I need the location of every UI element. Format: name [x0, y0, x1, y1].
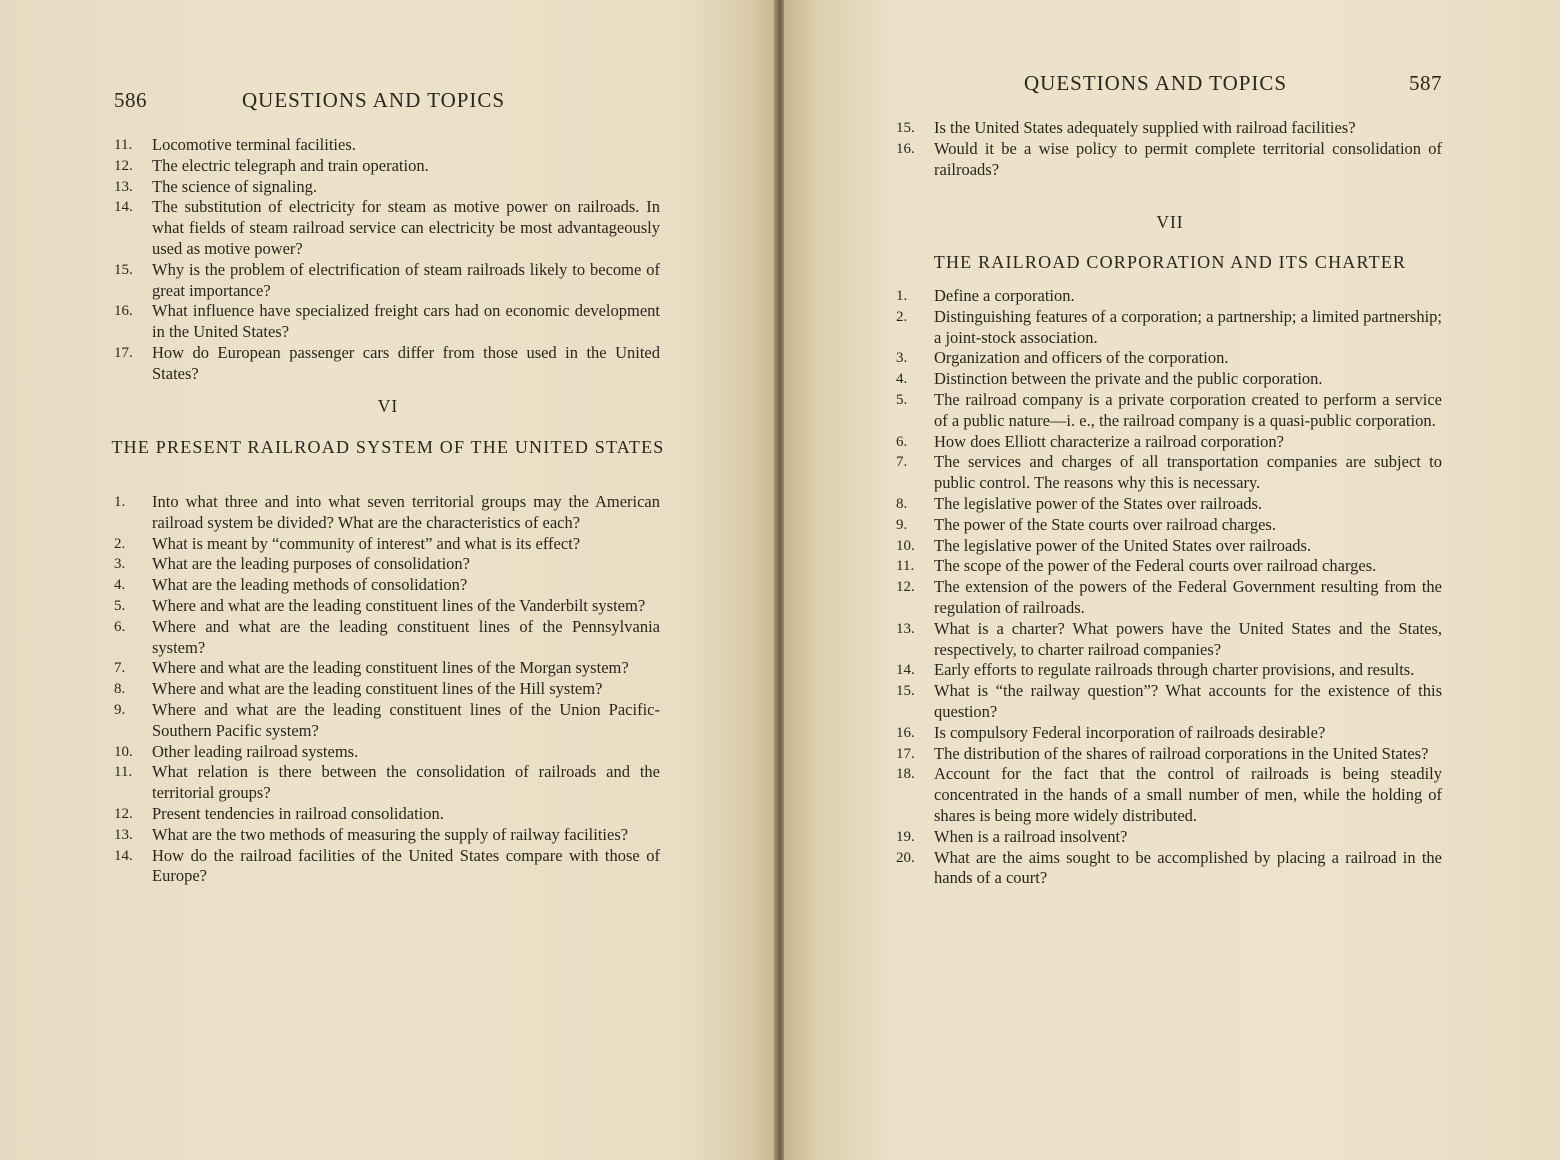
item-number: 12.	[114, 805, 133, 822]
left-page	[0, 0, 776, 1160]
item-text: What are the aims sought to be accomplished by placing a railroad in the hands of a court?	[934, 847, 1442, 888]
list-item	[896, 390, 1444, 432]
running-head: QUESTIONS AND TOPICS	[242, 88, 506, 112]
list-item	[114, 617, 662, 659]
item-number: 17.	[114, 344, 133, 361]
item-text: The power of the State courts over railroad charges.	[934, 514, 1276, 534]
item-number: 8.	[114, 681, 126, 698]
item-text: What is “the railway question”? What accounts for the existence of this question?	[934, 681, 1442, 721]
list-item	[896, 348, 1444, 369]
list-item	[896, 660, 1444, 681]
list-item	[896, 432, 1444, 453]
item-number: 16.	[114, 303, 133, 320]
list-item	[114, 554, 662, 575]
item-number: 4.	[896, 371, 908, 388]
list-item	[114, 343, 662, 385]
item-number: 13.	[114, 826, 133, 843]
list-item	[114, 700, 662, 742]
list-item	[114, 260, 662, 302]
list-item	[114, 301, 662, 343]
item-text: The distribution of the shares of railroad corporations in the United States?	[934, 743, 1429, 763]
page-number: 587	[1409, 71, 1442, 95]
list-item	[896, 494, 1444, 515]
item-text: The scope of the power of the Federal courts over railroad charges.	[934, 556, 1377, 576]
item-text: Locomotive terminal facilities.	[152, 135, 356, 154]
item-text: What is meant by “community of interest” and what is its effect?	[152, 533, 581, 553]
item-number: 20.	[896, 849, 915, 866]
section-title: THE RAILROAD CORPORATION AND ITS CHARTER	[933, 252, 1407, 272]
list-item	[114, 177, 662, 198]
item-number: 14.	[896, 662, 915, 679]
item-text: The legislative power of the United States over railroads.	[934, 535, 1312, 555]
item-number: 12.	[896, 579, 915, 596]
question-list	[114, 492, 662, 887]
item-text: The legislative power of the States over railroads.	[934, 493, 1263, 513]
item-text: The substitution of electricity for steam as motive power on railroads. In what fields of steam railroad service can electricity be most advantageously used as motive power?	[152, 197, 660, 258]
item-number: 11.	[114, 764, 133, 781]
list-item	[896, 764, 1444, 826]
list-item	[114, 156, 662, 177]
section-numeral: VII	[1156, 212, 1184, 232]
item-text: Present tendencies in railroad consolidation.	[152, 803, 444, 823]
list-item	[896, 369, 1444, 390]
item-text: The science of signaling.	[152, 176, 317, 196]
item-text: The electric telegraph and train operation.	[152, 155, 429, 175]
item-number: 11.	[114, 137, 133, 153]
list-item	[896, 681, 1444, 723]
item-number: 11.	[896, 558, 915, 575]
item-text: When is a railroad insolvent?	[934, 826, 1128, 846]
item-text: Distinction between the private and the public corporation.	[934, 369, 1323, 389]
item-number: 14.	[114, 847, 133, 864]
section-title: THE PRESENT RAILROAD SYSTEM OF THE UNITED STATES	[111, 437, 665, 457]
list-item	[896, 452, 1444, 494]
list-item	[896, 307, 1444, 349]
item-text: What relation is there between the consolidation of railroads and the territorial groups?	[152, 762, 660, 803]
list-item	[114, 804, 662, 825]
item-number: 2.	[114, 535, 126, 552]
item-text: What influence have specialized freight cars had on economic development in the United States?	[152, 301, 660, 342]
item-number: 13.	[114, 178, 133, 195]
item-text: What are the two methods of measuring the supply of railway facilities?	[152, 824, 629, 844]
list-item	[114, 762, 662, 804]
item-number: 18.	[896, 766, 915, 783]
item-number: 2.	[896, 308, 908, 325]
item-text: The services and charges of all transportation companies are subject to public control. The reasons why this is necessary.	[934, 452, 1442, 493]
item-text: What are the leading methods of consolidation?	[152, 575, 468, 595]
item-number: 7.	[896, 454, 908, 471]
item-number: 12.	[114, 157, 133, 174]
page-number: 586	[114, 88, 147, 112]
item-text: Organization and officers of the corporation.	[934, 348, 1229, 368]
list-item	[896, 536, 1444, 557]
item-text: The extension of the powers of the Federal Government resulting from the regulation of railroads.	[934, 577, 1442, 617]
item-text: Would it be a wise policy to permit complete territorial consolidation of railroads?	[934, 138, 1442, 179]
item-text: Is the United States adequately supplied with railroad facilities?	[934, 118, 1356, 137]
item-number: 6.	[896, 433, 908, 450]
list-item	[896, 577, 1444, 619]
question-list	[896, 286, 1444, 889]
item-number: 9.	[114, 701, 126, 718]
list-item	[114, 575, 662, 596]
item-text: Why is the problem of electrification of steam railroads likely to become of great importance?	[152, 259, 660, 300]
item-text: How does Elliott characterize a railroad corporation?	[934, 431, 1285, 451]
item-number: 9.	[896, 516, 908, 533]
item-text: What are the leading purposes of consolidation?	[152, 554, 470, 574]
item-number: 15.	[896, 683, 915, 700]
item-number: 3.	[896, 350, 908, 367]
question-list	[896, 118, 1444, 180]
item-text: Where and what are the leading constituent lines of the Morgan system?	[152, 658, 629, 678]
list-item	[896, 619, 1444, 661]
item-text: Where and what are the leading constituent lines of the Hill system?	[152, 679, 603, 699]
item-text: Where and what are the leading constituent lines of the Union Pacific-Southern Pacific system?	[152, 699, 660, 740]
item-number: 15.	[114, 261, 133, 278]
item-text: How do the railroad facilities of the United States compare with those of Europe?	[152, 845, 660, 886]
running-head: QUESTIONS AND TOPICS	[1024, 71, 1288, 95]
item-number: 15.	[896, 120, 915, 136]
list-item	[114, 825, 662, 846]
list-item	[114, 534, 662, 555]
right-page	[784, 0, 1560, 1160]
list-item	[114, 596, 662, 617]
list-item	[896, 118, 1444, 139]
item-number: 17.	[896, 745, 915, 762]
item-text: The railroad company is a private corporation created to perform a service of a public nature—i. e., the railroad company is a quasi-public corporation.	[934, 389, 1442, 430]
item-number: 6.	[114, 618, 126, 635]
list-item	[114, 197, 662, 259]
section-numeral: VI	[377, 396, 399, 416]
item-number: 14.	[114, 199, 133, 216]
list-item	[114, 492, 662, 534]
list-item	[114, 679, 662, 700]
item-number: 7.	[114, 660, 126, 677]
item-number: 19.	[896, 828, 915, 845]
item-number: 13.	[896, 620, 915, 637]
item-text: Is compulsory Federal incorporation of railroads desirable?	[934, 722, 1326, 742]
item-number: 5.	[896, 391, 908, 408]
item-text: Where and what are the leading constituent lines of the Vanderbilt system?	[152, 595, 646, 615]
item-number: 10.	[896, 537, 915, 554]
list-item	[896, 515, 1444, 536]
list-item	[114, 658, 662, 679]
list-item	[896, 556, 1444, 577]
item-number: 1.	[114, 494, 126, 510]
list-item	[114, 742, 662, 763]
list-item	[896, 286, 1444, 307]
list-item	[896, 848, 1444, 890]
item-text: Into what three and into what seven territorial groups may the American railroad system be divided? What are the characteristics of each?	[152, 492, 660, 532]
item-text: What is a charter? What powers have the United States and the States, respectively, to charter railroad companies?	[934, 618, 1442, 659]
item-text: How do European passenger cars differ from those used in the United States?	[152, 342, 660, 383]
list-item	[896, 827, 1444, 848]
list-item	[896, 723, 1444, 744]
list-item	[114, 846, 662, 888]
list-item	[896, 139, 1444, 181]
list-item	[896, 744, 1444, 765]
list-item	[114, 135, 662, 156]
item-text: Other leading railroad systems.	[152, 741, 359, 761]
item-number: 16.	[896, 724, 915, 741]
item-text: Distinguishing features of a corporation; a partnership; a limited partnership; a joint-stock association.	[934, 306, 1442, 347]
item-number: 5.	[114, 597, 126, 614]
item-text: Where and what are the leading constituent lines of the Pennsylvania system?	[152, 616, 660, 657]
item-number: 4.	[114, 577, 126, 594]
item-number: 8.	[896, 495, 908, 512]
item-text: Define a corporation.	[934, 286, 1075, 305]
item-number: 3.	[114, 556, 126, 573]
question-list	[114, 135, 662, 385]
item-number: 1.	[896, 288, 908, 304]
item-number: 10.	[114, 743, 133, 760]
item-text: Account for the fact that the control of railroads is being steadily concentrated in the hands of a small number of men, while the holding of shares is being more widely distributed.	[934, 764, 1442, 825]
item-text: Early efforts to regulate railroads through charter provisions, and results.	[934, 660, 1415, 680]
item-number: 16.	[896, 140, 915, 157]
